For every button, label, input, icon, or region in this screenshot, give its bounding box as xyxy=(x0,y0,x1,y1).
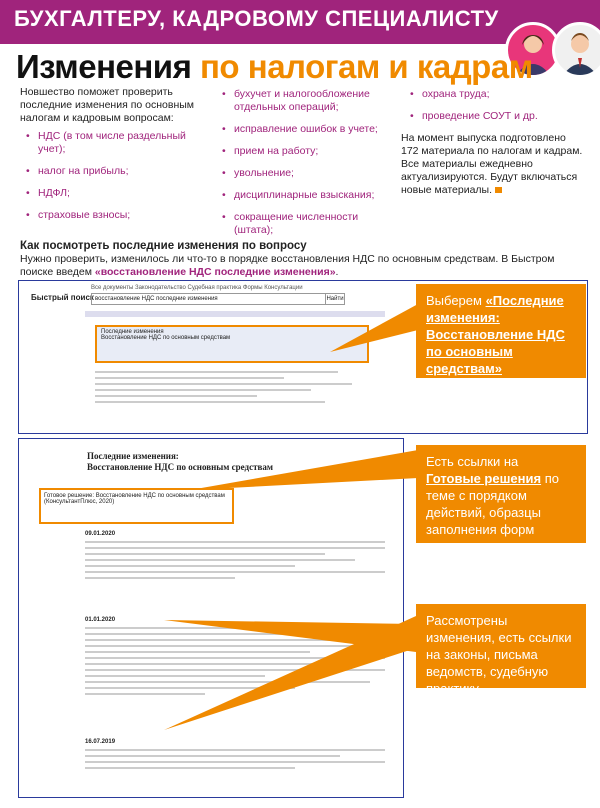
result-line-1: Последние изменения xyxy=(101,329,164,335)
callout-ready-solutions xyxy=(416,445,586,543)
doc-date-3: 16.07.2019 xyxy=(85,739,116,745)
arrow-3-icon xyxy=(160,612,420,752)
howto-body: Нужно проверить, изменилось ли что-то в порядке восстановления НДС по основным средствам. В Быстром поиске введем xyxy=(20,253,555,278)
topics-list-3 xyxy=(410,88,590,132)
callout-2-link[interactable]: Готовые решения xyxy=(426,471,542,486)
callout-2-pre: Есть ссылки на xyxy=(426,454,519,469)
howto-dot: . xyxy=(335,266,339,278)
list-item: • бухучет и налогообложение отдельных операций; xyxy=(222,88,397,114)
doc-date-2: 01.01.2020 xyxy=(85,617,116,623)
callout-2-post: по теме с порядком действий, образцы заполнения форм xyxy=(426,471,559,537)
list-item: • налог на прибыль; xyxy=(26,165,196,178)
doc-title-line-2: Восстановление НДС по основным средствам xyxy=(87,462,274,472)
list-item: • сокращение численности (штата); xyxy=(222,211,397,237)
howto-query: «восстановление НДС последние изменения» xyxy=(94,266,336,278)
ready-solution-link[interactable]: Готовое решение: Восстановление НДС по основным средствам (КонсультантПлюс, 2020) xyxy=(39,488,234,524)
search-tabs[interactable]: Все документы Законодательство Судебная практика Формы Консультации xyxy=(91,285,303,291)
list-item: • дисциплинарные взыскания; xyxy=(222,189,397,202)
page-title xyxy=(16,48,533,86)
list-item: • увольнение; xyxy=(222,167,397,180)
arrow-2-icon xyxy=(190,448,420,508)
topics-list-1 xyxy=(26,130,196,231)
howto-text xyxy=(20,253,580,279)
list-item: • проведение СОУТ и др. xyxy=(410,110,590,123)
doc-title-line-1: Последние изменения: xyxy=(87,451,179,461)
intro-text: Новшество поможет проверить последние изменения по основным налогам и кадровым вопросам: xyxy=(20,86,195,124)
banner-title: БУХГАЛТЕРУ, КАДРОВОМУ СПЕЦИАЛИСТУ xyxy=(14,6,499,31)
callout-1-link[interactable]: «Последние изменения: Восстановление НДС по основным средствам» xyxy=(426,293,565,376)
list-item: • страховые взносы; xyxy=(26,209,196,222)
find-button[interactable]: Найти xyxy=(325,293,345,305)
note-body: На момент выпуска подготовлено 172 материала по налогам и кадрам. Все материалы ежедневно актуализируются. Будут включаться новые материалы. xyxy=(401,132,583,196)
result-line-2: Восстановление НДС по основным средствам xyxy=(101,335,231,341)
selected-result[interactable] xyxy=(95,325,369,363)
topics-list-2 xyxy=(222,88,397,246)
list-item: • охрана труда; xyxy=(410,88,590,101)
title-part2: по налогам и кадрам xyxy=(200,48,533,85)
doc-date-1: 09.01.2020 xyxy=(85,531,116,537)
callout-select-result xyxy=(416,284,586,378)
callout-changes: Рассмотрены изменения, есть ссылки на законы, письма ведомств, судебную практику xyxy=(416,604,586,688)
search-logo: Быстрый поиск xyxy=(31,293,94,302)
note-text xyxy=(401,132,583,197)
list-item: • НДС (в том числе раздельный учет); xyxy=(26,130,196,156)
arrow-1-icon xyxy=(330,300,420,370)
list-item: • НДФЛ; xyxy=(26,187,196,200)
howto-heading: Как посмотреть последние изменения по вопросу xyxy=(20,240,307,252)
avatar-man xyxy=(552,22,600,78)
search-input[interactable]: восстановление НДС последние изменения xyxy=(91,293,326,305)
title-part1: Изменения xyxy=(16,48,192,85)
end-mark-icon xyxy=(495,187,502,193)
list-item: • прием на работу; xyxy=(222,145,397,158)
doc-section-1 xyxy=(85,531,385,583)
list-item: • исправление ошибок в учете; xyxy=(222,123,397,136)
other-results xyxy=(95,371,365,407)
callout-1-pre: Выберем xyxy=(426,293,486,308)
